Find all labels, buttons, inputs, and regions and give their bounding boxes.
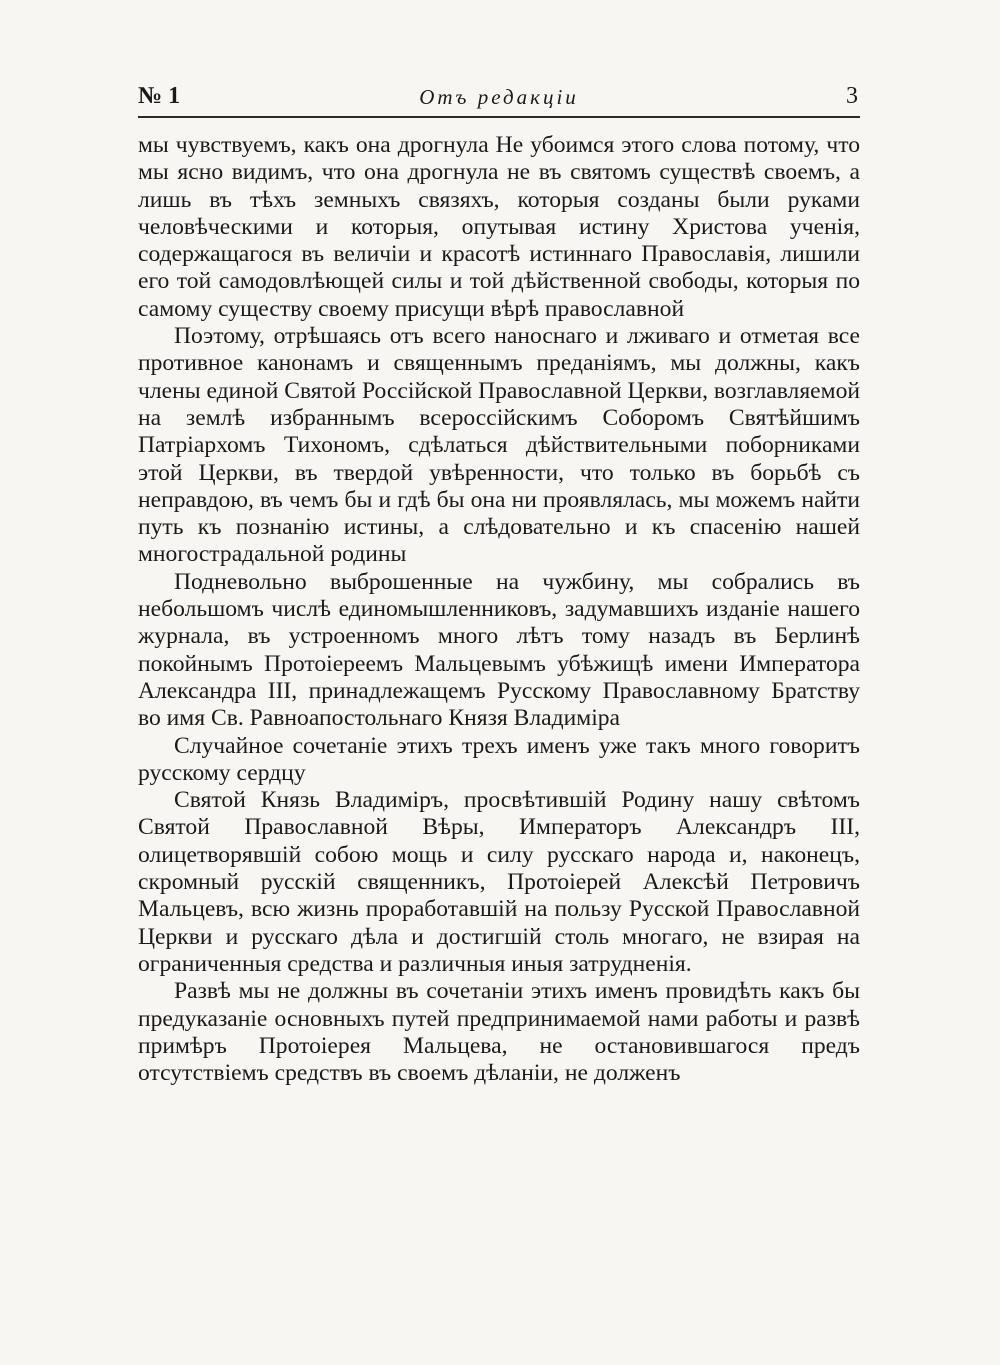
running-header: [138, 83, 860, 113]
paragraph: Святой Князь Владиміръ, просвѣтившій Родину нашу свѣтомъ Святой Православной Вѣры, Императоръ Александръ III, олицетворявшій собою мощь и силу русскаго народа и, наконецъ, скромный русскій священникъ, Протоіерей Алексѣй Петровичъ Мальцевъ, всю жизнь проработавшій на пользу Русской Православной Церкви и русскаго дѣла и достигшій столь многаго, не взирая на ограниченныя средства и различныя иныя затрудненія.: [138, 787, 860, 977]
issue-number: № 1: [138, 83, 181, 109]
page-body: [138, 132, 860, 1087]
paragraph: Поэтому, отрѣшаясь отъ всего наноснаго и лживаго и отметая все противное канонамъ и священнымъ преданіямъ, мы должны, какъ члены единой Святой Россійской Православной Церкви, возглавляемой на землѣ избраннымъ всероссійскимъ Соборомъ Святѣйшимъ Патріархомъ Тихономъ, сдѣлаться дѣйствительными поборниками этой Церкви, въ твердой увѣренности, что только въ борьбѣ съ неправдою, въ чемъ бы и гдѣ бы она ни проявлялась, мы можемъ найти путь къ познанію истины, а слѣдовательно и къ спасенію нашей многострадальной родины: [138, 323, 860, 568]
paragraph-continued: мы чувствуемъ, какъ она дрогнула Не убоимся этого слова потому, что мы ясно видимъ, что она дрогнула не въ святомъ существѣ своемъ, а лишь въ тѣхъ земныхъ связяхъ, которыя созданы были руками человѣческими и которыя, опутывая истину Христова ученія, содержащагося въ величіи и красотѣ истиннаго Православія, лишили его той самодовлѣющей силы и той дѣйственной свободы, которыя по самому существу своему присущи вѣрѣ православной: [138, 132, 860, 322]
header-rule: [138, 116, 860, 118]
paragraph: Случайное сочетаніе этихъ трехъ именъ уже такъ много говоритъ русскому сердцу: [138, 732, 860, 786]
paragraph: Подневольно выброшенные на чужбину, мы собрались въ небольшомъ числѣ единомышленниковъ, задумавшихъ изданіе нашего журнала, въ устроенномъ много лѣтъ тому назадъ въ Берлинѣ покойнымъ Протоіереемъ Мальцевымъ убѣжищѣ имени Императора Александра III, принадлежащемъ Русскому Православному Братству во имя Св. Равноапостольнаго Князя Владиміра: [138, 568, 860, 732]
page-number: 3: [846, 83, 858, 109]
paragraph: Развѣ мы не должны въ сочетаніи этихъ именъ провидѣть какъ бы предуказаніе основныхъ путей предпринимаемой нами работы и развѣ примѣръ Протоіерея Мальцева, не остановившагося предъ отсутствіемъ средствъ въ своемъ дѣланіи, не долженъ: [138, 978, 860, 1087]
section-title: Отъ редакціи: [419, 85, 579, 109]
